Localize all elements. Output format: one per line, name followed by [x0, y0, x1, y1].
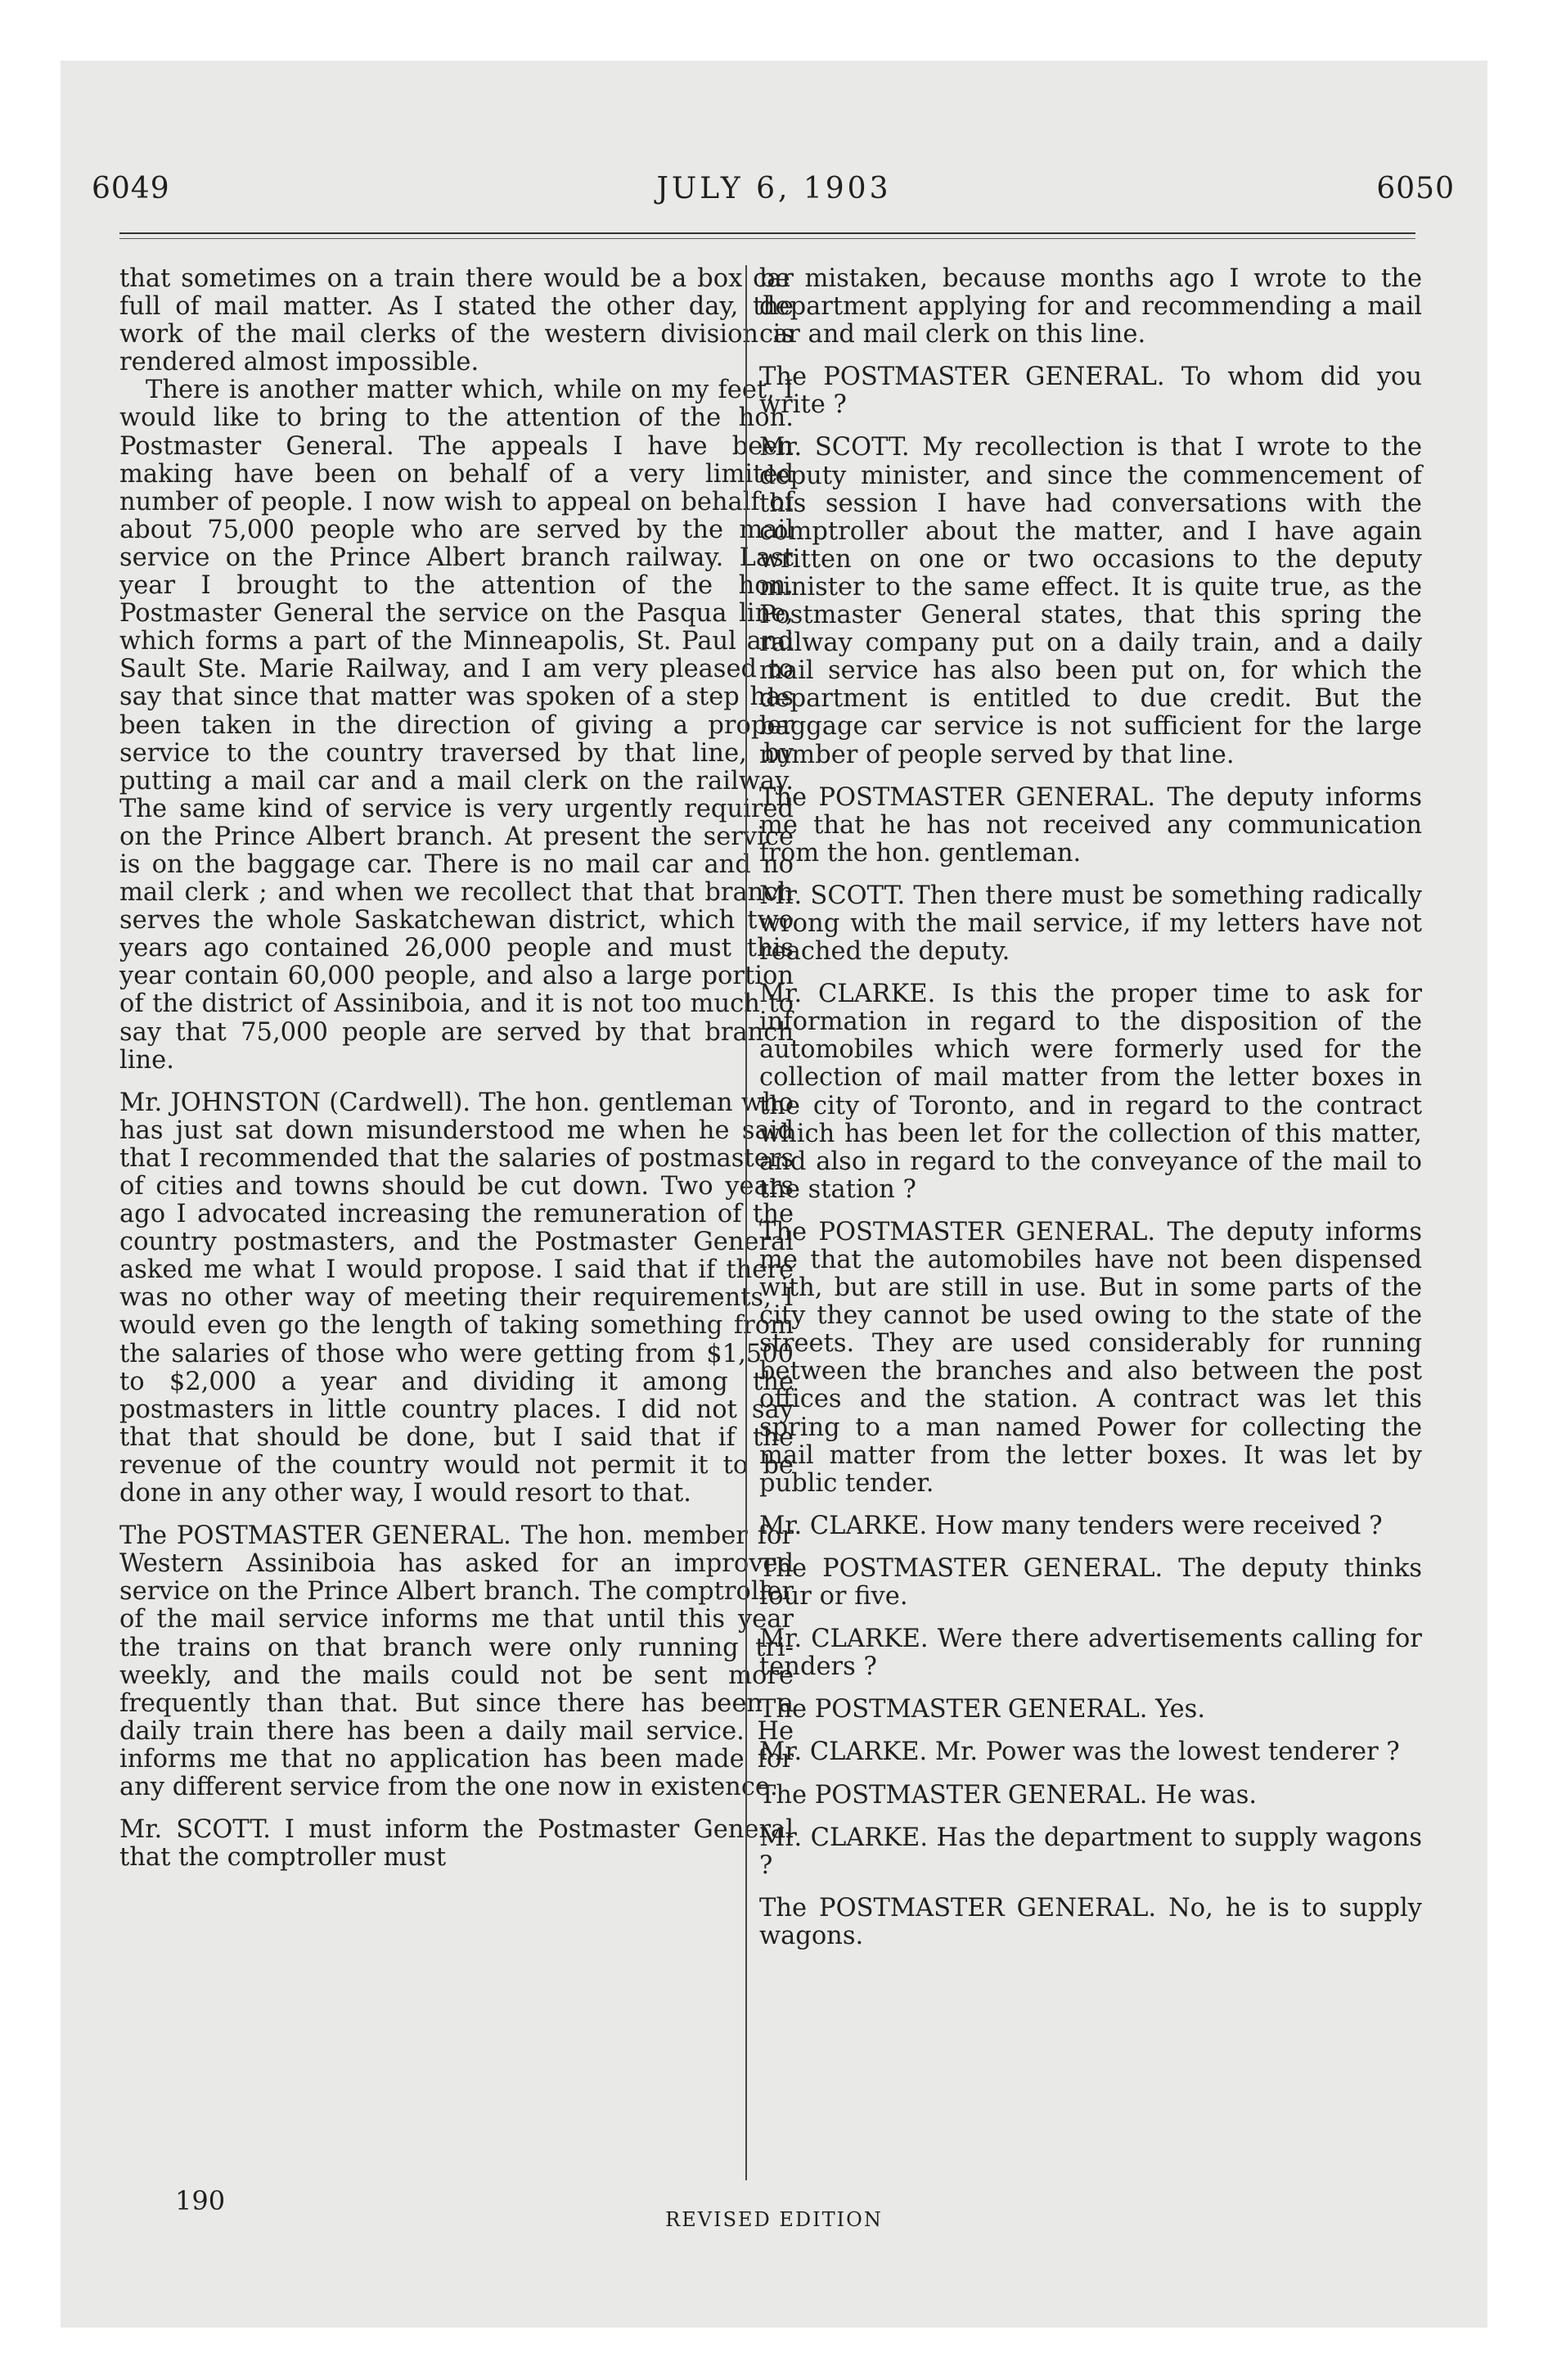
paragraph: Mr. SCOTT. Then there must be something radically wrong with the mail service, if my letters have not reached the deputy. — [759, 881, 1422, 967]
paragraph: The POSTMASTER GENERAL. He was. — [759, 1780, 1258, 1810]
header-date: JULY 6, 1903 — [656, 172, 892, 205]
paragraph: The POSTMASTER GENERAL. The deputy thinks four or five. — [759, 1553, 1422, 1611]
header-rule-thick — [119, 232, 1415, 234]
left-column — [119, 265, 794, 1872]
paragraph: Mr. SCOTT. I must inform the Postmaster General that the comptroller must — [119, 1815, 794, 1873]
paragraph: Mr. JOHNSTON (Cardwell). The hon. gentleman who has just sat down misunderstood me when he said that I recommended that the salaries of postmasters of cities and towns should be cut down. Two years ago I advocated increasing the remuneration of the country postmasters, and the Postmaster General asked me what I would propose. I said that if there was no other way of meeting their requirements, I would even go the length of taking something from the salaries of those who were getting from $1,500 to $2,000 a year and dividing it among the postmasters in little country places. I did not say that that should be done, but I said that if the revenue of the country would not permit it to be done in any other way, I would resort to that. — [119, 1088, 794, 1508]
paragraph: be mistaken, because months ago I wrote to the department applying for and recommending a mail car and mail clerk on this line. — [759, 264, 1422, 349]
paragraph: that sometimes on a train there would be a box car full of mail matter. As I stated the other day, the work of the mail clerks of the western division is rendered almost impossible. — [119, 264, 794, 377]
signature-mark: 190 — [175, 2185, 226, 2216]
right-page-number: 6050 — [1376, 172, 1455, 205]
paragraph: Mr. CLARKE. Has the department to supply wagons ? — [759, 1823, 1422, 1880]
left-page-number: 6049 — [92, 172, 170, 205]
paragraph: There is another matter which, while on my feet, I would like to bring to the attention of the hon. Postmaster General. The appeals I have been making have been on behalf of a very limited number of people. I now wish to appeal on behalf of about 75,000 people who are served by the mail service on the Prince Albert branch railway. Last year I brought to the attention of the hon. Postmaster General the service on the Pasqua line, which forms a part of the Minneapolis, St. Paul and Sault Ste. Marie Railway, and I am very pleased to say that since that matter was spoken of a step has been taken in the direction of giving a proper service to the country traversed by that line, by putting a mail car and a mail clerk on the railway. The same kind of service is very urgently required on the Prince Albert branch. At present the service is on the baggage car. There is no mail car and no mail clerk ; and when we recollect that that branch serves the whole Saskatchewan district, which two years ago contained 26,000 people and must this year contain 60,000 people, and also a large portion of the district of Assiniboia, and it is not too much to say that 75,000 people are served by that branch line. — [119, 376, 794, 1075]
right-column — [759, 265, 1422, 1950]
paragraph: Mr. SCOTT. My recollection is that I wrote to the deputy minister, and since the commencement of this session I have had conversations with the comptroller about the matter, and I have again written on one or two occasions to the deputy minister to the same effect. It is quite true, as the Postmaster General states, that this spring the railway company put on a daily train, and a daily mail service has also been put on, for which the department is entitled to due credit. But the baggage car service is not sufficient for the large number of people served by that line. — [759, 433, 1422, 769]
footer-edition: REVISED EDITION — [665, 2208, 883, 2231]
paragraph: Mr. CLARKE. Were there advertisements calling for tenders ? — [759, 1625, 1422, 1682]
paragraph: Mr. CLARKE. Mr. Power was the lowest tenderer ? — [759, 1738, 1400, 1767]
header-rule-thin — [119, 238, 1415, 239]
paragraph: Mr. CLARKE. How many tenders were received ? — [759, 1511, 1383, 1540]
paragraph: The POSTMASTER GENERAL. The deputy informs me that the automobiles have not been dispensed with, but are still in use. But in some parts of the city they cannot be used owing to the state of the streets. They are used considerably for running between the branches and also between the post offices and the station. A contract was let this spring to a man named Power for collecting the mail matter from the letter boxes. It was let by public tender. — [759, 1217, 1422, 1498]
hansard-page — [61, 61, 1487, 2328]
column-divider — [745, 265, 747, 2180]
paragraph: The POSTMASTER GENERAL. To whom did you write ? — [759, 363, 1422, 420]
paragraph: The POSTMASTER GENERAL. The hon. member for Western Assiniboia has asked for an improved service on the Prince Albert branch. The comptroller of the mail service informs me that until this year the trains on that branch were only running tri-weekly, and the mails could not be sent more frequently than that. But since there has been a daily train there has been a daily mail service. He informs me that no application has been made for any different service from the one now in existence. — [119, 1521, 794, 1801]
paragraph: The POSTMASTER GENERAL. The deputy informs me that he has not received any communication from the hon. gentleman. — [759, 782, 1422, 868]
paragraph: The POSTMASTER GENERAL. No, he is to supply wagons. — [759, 1893, 1422, 1950]
paragraph: The POSTMASTER GENERAL. Yes. — [759, 1695, 1206, 1724]
page-background — [61, 61, 1487, 2328]
paragraph: Mr. CLARKE. Is this the proper time to ask for information in regard to the disposition of the automobiles which were formerly used for the collection of mail matter from the letter boxes in the city of Toronto, and in regard to the contract which has been let for the collection of this matter, and also in regard to the conveyance of the mail to the station ? — [759, 980, 1422, 1204]
page-header — [88, 172, 1460, 213]
